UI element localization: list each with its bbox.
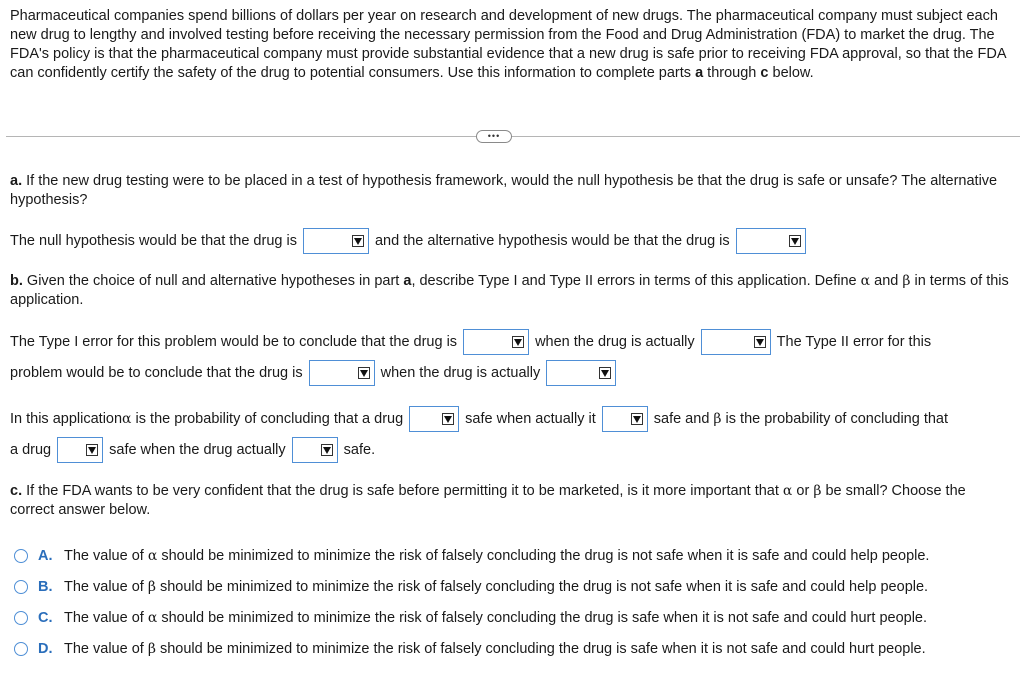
chevron-down-icon (358, 367, 370, 379)
chevron-down-icon (599, 367, 611, 379)
part-a-question: a. If the new drug testing were to be placed in a test of hypothesis framework, would the null hypothesis be that the drug is safe or unsafe? The alternative hypothesis? (10, 173, 998, 208)
option-a[interactable]: A. The value of α should be minimized to minimize the risk of falsely concluding the drug is not safe when it is safe and could help people. (14, 546, 929, 566)
chevron-down-icon (86, 444, 98, 456)
section-divider (6, 136, 1020, 137)
chevron-down-icon (442, 413, 454, 425)
type2-actual-dropdown[interactable] (546, 360, 616, 386)
chevron-down-icon (789, 235, 801, 247)
radio-button[interactable] (14, 580, 28, 594)
chevron-down-icon (321, 444, 333, 456)
part-b-question: b. Given the choice of null and alternative hypotheses in part a, describe Type I and Type II errors in terms of this application. Define α and β in terms of this application. (10, 273, 1009, 308)
alternative-hypothesis-dropdown[interactable] (736, 228, 806, 254)
part-c-question: c. If the FDA wants to be very confident that the drug is safe before permitting it to be marketed, is it more important that α or β be small? Choose the correct answer below. (10, 483, 966, 518)
option-d[interactable]: D. The value of β should be minimized to minimize the risk of falsely concluding the drug is safe when it is not safe and could hurt people. (14, 639, 926, 659)
chevron-down-icon (352, 235, 364, 247)
chevron-down-icon (754, 336, 766, 348)
radio-button[interactable] (14, 611, 28, 625)
beta-drug-is-dropdown[interactable] (57, 437, 103, 463)
option-c[interactable]: C. The value of α should be minimized to minimize the risk of falsely concluding the drug is safe when it is not safe and could hurt people. (14, 608, 927, 628)
type-two-error-line: problem would be to conclude that the drug is when the drug is actually (10, 359, 622, 387)
type-one-error-line: The Type I error for this problem would be to conclude that the drug is when the drug is actually The Type II error for this (10, 328, 931, 356)
type1-conclude-dropdown[interactable] (463, 329, 529, 355)
part-a-answer-line: The null hypothesis would be that the drug is and the alternative hypothesis would be that the drug is (10, 227, 812, 255)
alpha-definition-line: In this application α is the probability of concluding that a drug safe when actually it safe and β is the probability of concluding that (10, 405, 948, 433)
radio-button[interactable] (14, 642, 28, 656)
radio-button[interactable] (14, 549, 28, 563)
alpha-actual-dropdown[interactable] (602, 406, 648, 432)
alpha-drug-is-dropdown[interactable] (409, 406, 459, 432)
beta-actual-dropdown[interactable] (292, 437, 338, 463)
expand-more-button[interactable]: ••• (476, 130, 512, 143)
intro-text: Pharmaceutical companies spend billions of dollars per year on research and development of new drugs. The pharmaceutical company must subject each new drug to lengthy and involved testing before receiving the necessary permission from the Food and Drug Administration (FDA) to market the drug. The FDA's policy is that the pharmaceutical company must provide substantial evidence that a new drug is safe prior to receiving FDA approval, so that the FDA can confidently certify the safety of the drug to potential consumers. Use this information to complete parts a through c below. (10, 8, 1006, 81)
option-b[interactable]: B. The value of β should be minimized to minimize the risk of falsely concluding the drug is not safe when it is safe and could help people. (14, 577, 928, 597)
chevron-down-icon (512, 336, 524, 348)
type1-actual-dropdown[interactable] (701, 329, 771, 355)
chevron-down-icon (631, 413, 643, 425)
beta-definition-line: a drug safe when the drug actually safe. (10, 436, 375, 464)
null-hypothesis-dropdown[interactable] (303, 228, 369, 254)
type2-conclude-dropdown[interactable] (309, 360, 375, 386)
